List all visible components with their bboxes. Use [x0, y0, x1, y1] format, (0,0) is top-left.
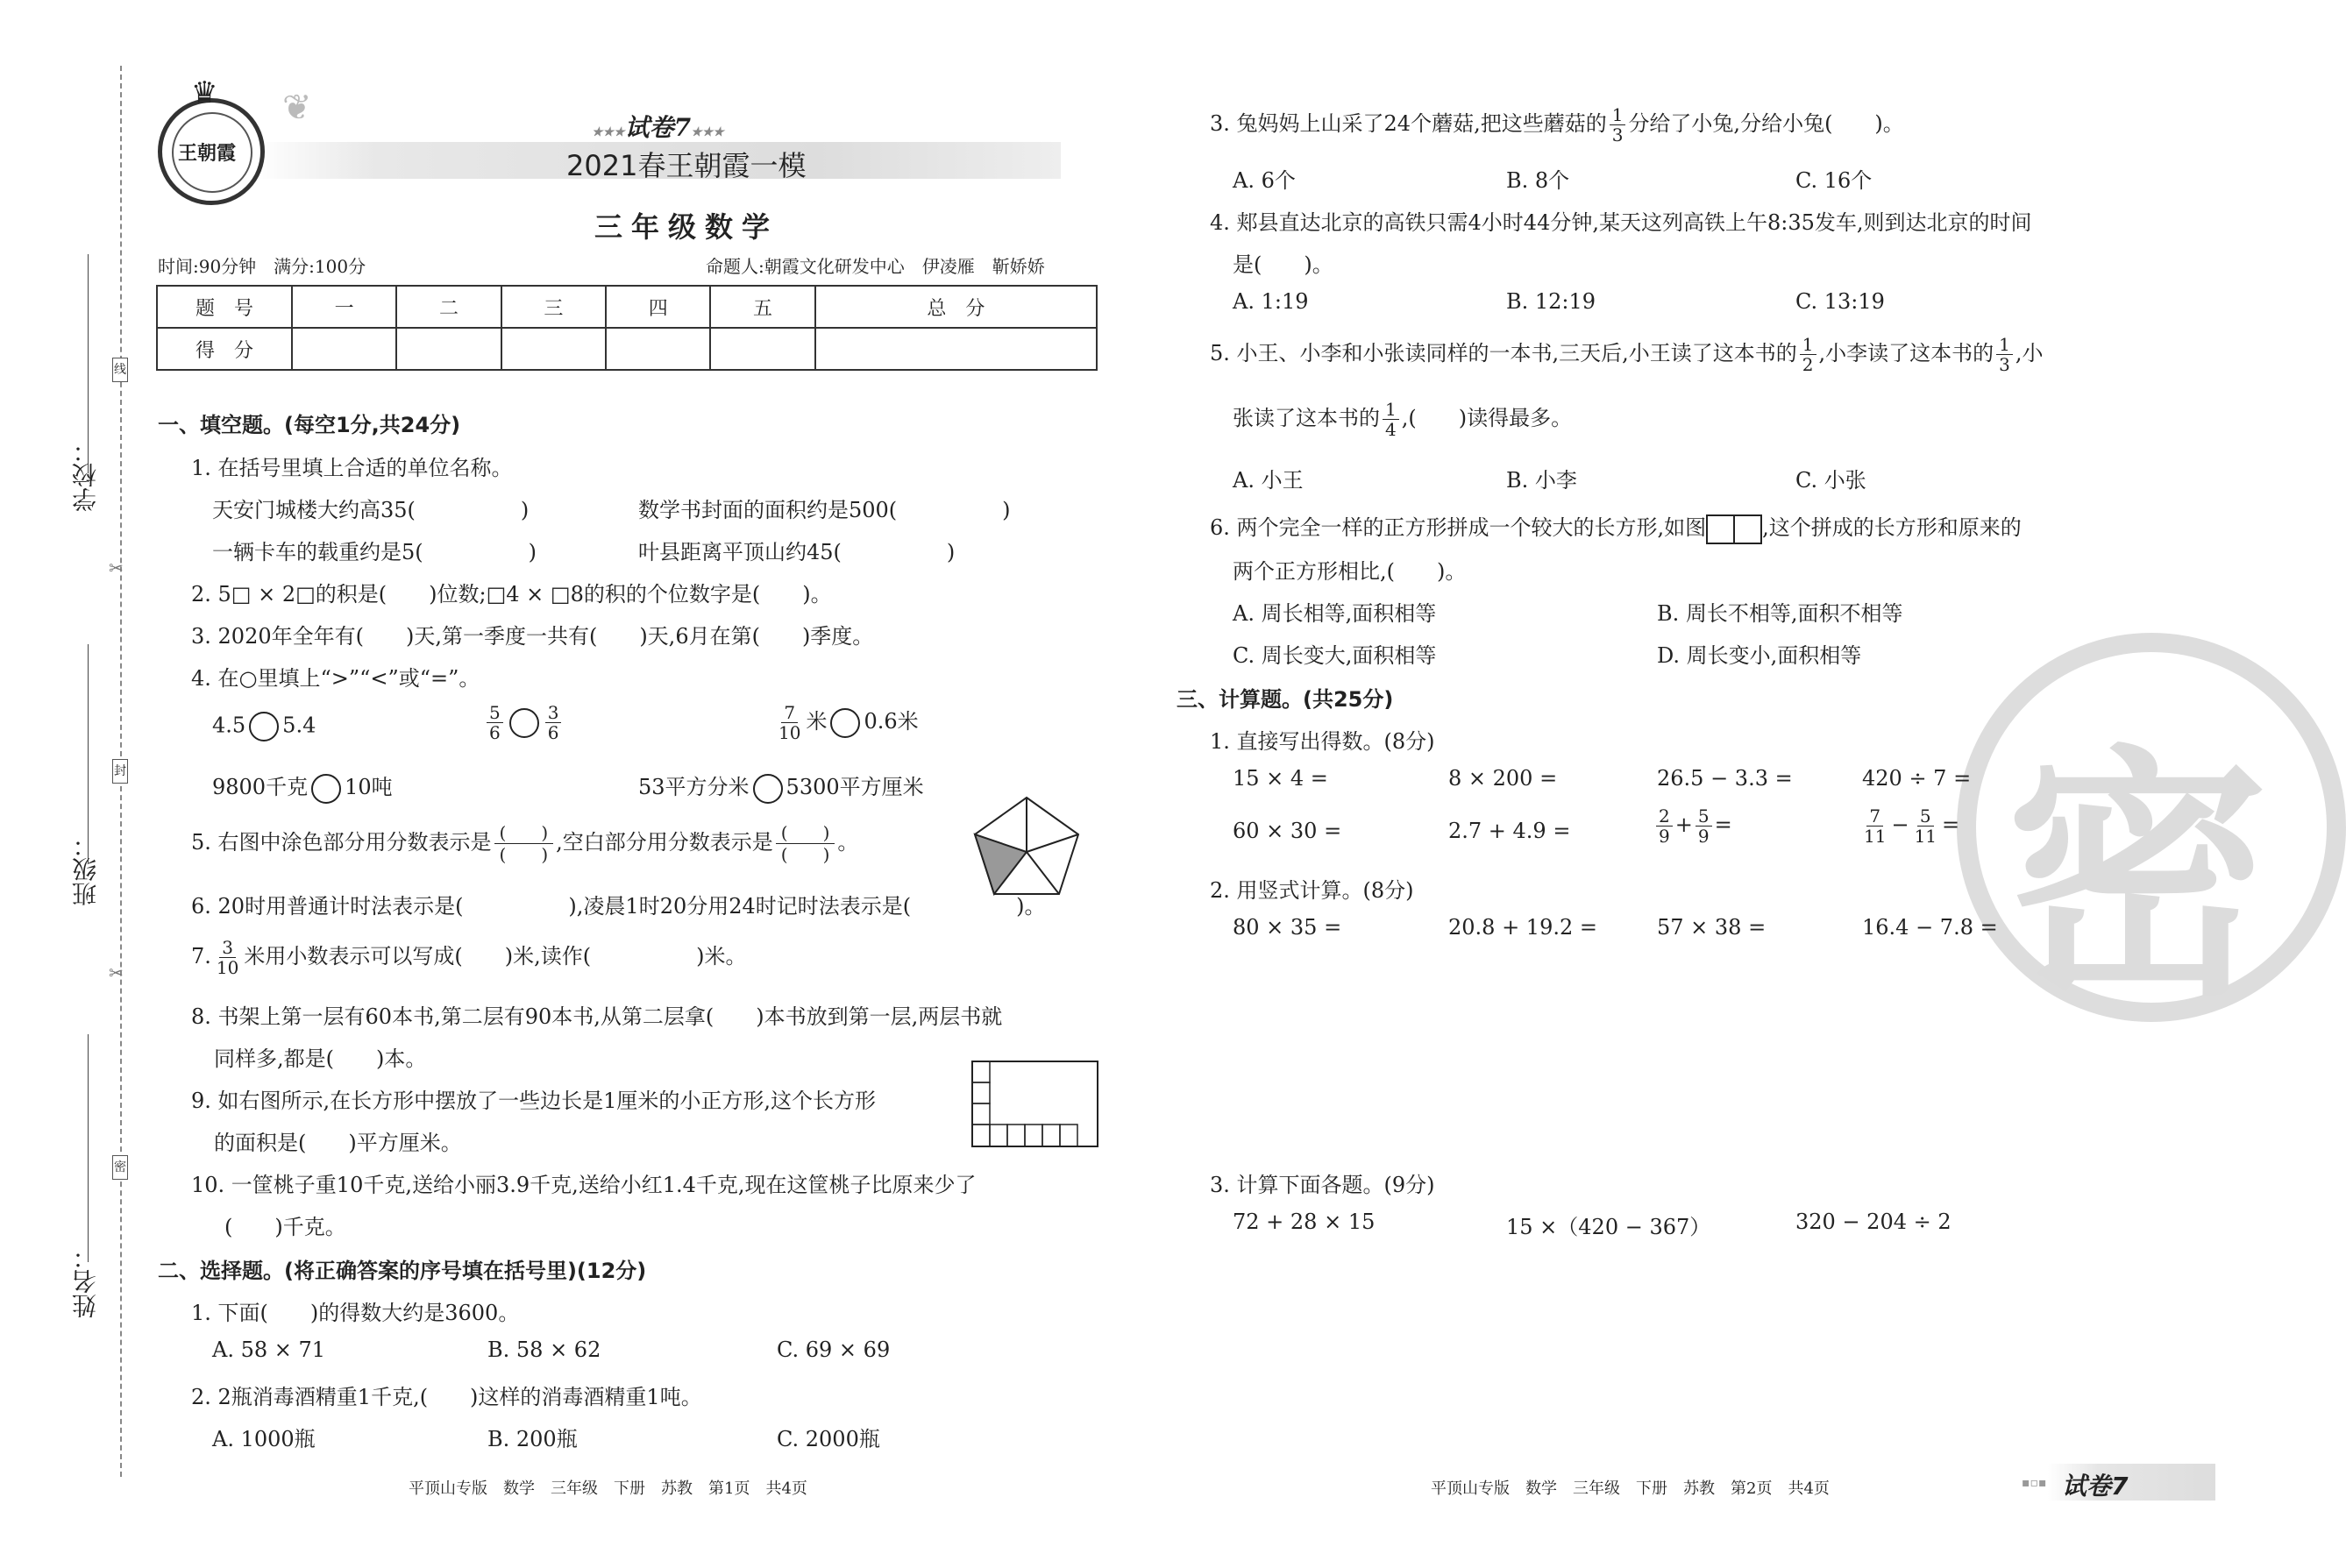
- denominator: 2: [1802, 354, 1814, 375]
- s2-q5-opt-a[interactable]: A. 小王: [1233, 468, 1304, 493]
- q6-post: ,这个拼成的长方形和原来的: [1762, 515, 2022, 540]
- score-table: [156, 285, 1098, 371]
- time-info: 时间:90分钟 满分:100分: [158, 256, 366, 277]
- s2-q3-opt-a[interactable]: A. 6个: [1233, 168, 1296, 193]
- calc-item: 15 ×（420 − 367）: [1506, 1215, 1711, 1239]
- s1-q4a: [212, 712, 316, 741]
- s3-q2: 2. 用竖式计算。(8分): [1210, 878, 1414, 903]
- s2-q6b: 两个正方形相比,( )。: [1233, 559, 1467, 584]
- s1-q10a: 10. 一筐桃子重10千克,送给小丽3.9千克,送给小红1.4千克,现在这筐桃子比原来少了: [191, 1173, 977, 1197]
- calc-item: 80 × 35 =: [1233, 915, 1342, 940]
- fraction: [1610, 105, 1626, 145]
- numerator: 3: [219, 938, 236, 958]
- s2-q1-opt-c[interactable]: C. 69 × 69: [777, 1337, 891, 1362]
- q4a-left: 4.5: [212, 713, 246, 738]
- score-cell: 五: [710, 286, 814, 328]
- s1-q9b: 的面积是( )平方厘米。: [214, 1131, 462, 1155]
- s2-q3-opt-b[interactable]: B. 8个: [1506, 168, 1570, 193]
- paper-tag-text: 试卷7: [624, 113, 692, 142]
- denominator: 6: [489, 722, 501, 743]
- fraction: [1656, 806, 1673, 846]
- calc-item: 72 + 28 × 15: [1233, 1210, 1376, 1234]
- q6-pre: 6. 两个完全一样的正方形拼成一个较大的长方形,如图: [1210, 515, 1707, 540]
- s1-q4e: [638, 770, 924, 804]
- numerator: 5: [1917, 806, 1934, 827]
- score-input-cell[interactable]: [815, 328, 1097, 370]
- operator: +: [1674, 812, 1693, 837]
- two-squares-figure: [1706, 514, 1762, 544]
- ribbon-icon: ❦: [282, 88, 312, 128]
- s1-q1b: 数学书封面的面积约是500( ): [638, 498, 1011, 522]
- seal-mark-line: 线: [112, 358, 128, 382]
- numerator: 3: [545, 703, 562, 723]
- numerator: 5: [487, 703, 503, 723]
- q7-post: 米用小数表示可以写成( )米,读作( )米。: [244, 944, 747, 968]
- numerator: 2: [1656, 806, 1673, 827]
- s2-q2-opt-a[interactable]: A. 1000瓶: [212, 1427, 316, 1451]
- star-icon: ★★★: [691, 125, 724, 139]
- numerator: 1: [1610, 105, 1626, 125]
- name-label: 姓名：: [71, 1245, 100, 1318]
- checker-icon: ▪▫▪: [2022, 1476, 2047, 1490]
- paper-tag: [592, 109, 724, 144]
- denominator: 11: [1914, 826, 1937, 847]
- s2-q2: 2. 2瓶消毒酒精重1千克,( )这样的消毒酒精重1吨。: [191, 1385, 702, 1409]
- s2-q1-opt-a[interactable]: A. 58 × 71: [212, 1337, 326, 1362]
- q5-text-d: 张读了这本书的: [1233, 406, 1380, 430]
- fraction: [1696, 806, 1712, 846]
- compare-circle[interactable]: [311, 774, 341, 804]
- numerator: 1: [1996, 335, 2013, 355]
- s1-q1d: 叶县距离平顶山约45( ): [638, 540, 956, 564]
- logo-text: 王朝霞: [178, 142, 237, 165]
- s2-q5-opt-b[interactable]: B. 小李: [1506, 468, 1577, 493]
- score-cell: 得 分: [157, 328, 292, 370]
- numerator: 7: [1866, 806, 1883, 827]
- q4d-left: 9800千克: [212, 775, 309, 799]
- numerator: 1: [1383, 400, 1399, 420]
- q4e-right: 5300平方厘米: [786, 775, 924, 799]
- q5-text-e: ,( )读得最多。: [1401, 406, 1573, 430]
- s1-q10b: ( )千克。: [224, 1215, 346, 1239]
- scissors-icon: ✂: [109, 557, 124, 578]
- blank-fraction[interactable]: ( ) ( ): [494, 822, 554, 865]
- sidebar-line-name: [88, 1034, 89, 1262]
- authors: 命题人:朝霞文化研发中心 伊凌雁 靳娇娇: [706, 256, 1045, 277]
- numerator: 1: [1800, 335, 1816, 355]
- equals-sign: =: [1942, 812, 1960, 837]
- s2-q5a: [1210, 335, 2044, 374]
- q5-text-c: 。: [837, 830, 859, 855]
- class-label: 班级：: [71, 833, 100, 906]
- q4c-right: 0.6米: [864, 709, 919, 734]
- s2-q4a: 4. 郏县直达北京的高铁只需4小时44分钟,某天这列高铁上午8:35发车,则到达北京的时间: [1210, 210, 2032, 235]
- fraction: [1383, 400, 1399, 439]
- s3-q3: 3. 计算下面各题。(9分): [1210, 1173, 1435, 1197]
- s1-q6: 6. 20时用普通计时法表示是( ),凌晨1时20分用24时记时法表示是( )。: [191, 894, 1046, 919]
- q7-pre: 7.: [191, 944, 211, 968]
- denominator: 6: [547, 722, 559, 743]
- fraction: [214, 938, 241, 977]
- s2-q6-opt-b[interactable]: B. 周长不相等,面积不相等: [1657, 601, 1903, 626]
- footer-tag: 试卷7: [2062, 1472, 2129, 1501]
- school-label: 学校：: [71, 438, 100, 512]
- footer-left: 平顶山专版 数学 三年级 下册 苏教 第1页 共4页: [409, 1479, 807, 1498]
- s2-q4-opt-a[interactable]: A. 1:19: [1233, 289, 1309, 314]
- compare-circle[interactable]: [830, 708, 860, 738]
- score-cell: 总 分: [815, 286, 1097, 328]
- s1-q3: 3. 2020年全年有( )天,第一季度一共有( )天,6月在第( )季度。: [191, 624, 874, 649]
- denominator: 9: [1659, 826, 1670, 847]
- q4a-right: 5.4: [282, 713, 316, 738]
- denominator: 10: [216, 957, 239, 978]
- fraction: [1861, 806, 1888, 846]
- rectangle-grid-figure: [971, 1061, 1099, 1148]
- section1-title: 一、填空题。(每空1分,共24分): [158, 413, 461, 437]
- s1-q8a: 8. 书架上第一层有60本书,第二层有90本书,从第二层拿( )本书放到第一层,两层书就: [191, 1004, 1003, 1029]
- s2-q1: 1. 下面( )的得数大约是3600。: [191, 1301, 520, 1325]
- scissors-icon: ✂: [109, 962, 124, 983]
- fraction: [487, 703, 503, 742]
- section3-title: 三、计算题。(共25分): [1177, 687, 1394, 712]
- watermark-text: 密: [2006, 725, 2269, 1031]
- calc-item: 15 × 4 =: [1233, 766, 1328, 791]
- s2-q2-opt-c[interactable]: C. 2000瓶: [777, 1427, 880, 1451]
- score-input-cell[interactable]: [396, 328, 501, 370]
- unit: 米: [806, 709, 828, 734]
- numerator: 7: [781, 703, 798, 723]
- q5-text-a: 5. 小王、小李和小张读同样的一本书,三天后,小王读了这本书的: [1210, 341, 1797, 365]
- calc-item: 320 − 204 ÷ 2: [1795, 1210, 1951, 1234]
- fraction: [1996, 335, 2013, 374]
- score-cell: 题 号: [157, 286, 292, 328]
- denominator: 10: [778, 722, 801, 743]
- q3-pre: 3. 兔妈妈上山采了24个蘑菇,把这些蘑菇的: [1210, 111, 1607, 136]
- score-cell: 二: [396, 286, 501, 328]
- s2-q6a: [1210, 510, 2022, 544]
- s1-q4: 4. 在○里填上“>”“<”或“=”。: [191, 666, 480, 691]
- s2-q2-opt-b[interactable]: B. 200瓶: [487, 1427, 578, 1451]
- calc-item: 2.7 + 4.9 =: [1448, 819, 1571, 843]
- exam-title: 2021春王朝霞一模: [566, 149, 807, 182]
- s1-q1: 1. 在括号里填上合适的单位名称。: [191, 456, 513, 480]
- score-input-cell[interactable]: [710, 328, 814, 370]
- numerator: 5: [1696, 806, 1712, 827]
- s1-q9a: 9. 如右图所示,在长方形中摆放了一些边长是1厘米的小正方形,这个长方形: [191, 1089, 877, 1113]
- s1-q8b: 同样多,都是( )本。: [214, 1047, 427, 1071]
- s2-q4-opt-c[interactable]: C. 13:19: [1795, 289, 1885, 314]
- q5-text-b: ,小李读了这本书的: [1818, 341, 1994, 365]
- footer-right: 平顶山专版 数学 三年级 下册 苏教 第2页 共4页: [1431, 1479, 1830, 1498]
- equals-sign: =: [1714, 812, 1732, 837]
- s1-q7: [191, 938, 746, 977]
- operator: −: [1891, 812, 1909, 837]
- sidebar-line-class: [88, 644, 89, 863]
- s3-q1: 1. 直接写出得数。(8分): [1210, 729, 1435, 754]
- s1-q5: [191, 822, 858, 865]
- calc-item: 420 ÷ 7 =: [1862, 766, 1972, 791]
- compare-circle[interactable]: [753, 774, 783, 804]
- calc-workspace[interactable]: [1210, 1245, 2087, 1455]
- s1-q1a: 天安门城楼大约高35( ): [212, 498, 530, 522]
- s2-q3: [1210, 105, 1904, 145]
- denominator: 3: [1999, 354, 2010, 375]
- score-cell: 三: [501, 286, 606, 328]
- score-cell: 四: [606, 286, 710, 328]
- score-input-cell[interactable]: [292, 328, 396, 370]
- s1-q1c: 一辆卡车的载重约是5( ): [212, 540, 537, 564]
- blank-fraction[interactable]: ( ) ( ): [776, 822, 835, 865]
- fraction: [545, 703, 562, 742]
- s1-q2: 2. 5□ × 2□的积是( )位数;□4 × □8的积的个位数字是( )。: [191, 582, 832, 607]
- pentagon-figure: [971, 794, 1082, 898]
- calc-item: 60 × 30 =: [1233, 819, 1342, 843]
- q5-text-b: ,空白部分用分数表示是: [556, 830, 773, 855]
- vertical-calc-workspace[interactable]: [1210, 955, 2087, 1157]
- s2-q6-opt-d[interactable]: D. 周长变小,面积相等: [1657, 643, 1862, 668]
- score-input-cell[interactable]: [501, 328, 606, 370]
- calc-fraction-item: [1653, 806, 1732, 846]
- calc-item: 57 × 38 =: [1657, 915, 1767, 940]
- calc-item: 26.5 − 3.3 =: [1657, 766, 1793, 791]
- s2-q4b: 是( )。: [1233, 252, 1333, 277]
- crown-icon: ♛: [191, 75, 218, 110]
- section2-title: 二、选择题。(将正确答案的序号填在括号里)(12分): [158, 1259, 647, 1283]
- star-icon: ★★★: [592, 125, 625, 139]
- s2-q6-opt-a[interactable]: A. 周长相等,面积相等: [1233, 601, 1437, 626]
- s2-q4-opt-b[interactable]: B. 12:19: [1506, 289, 1596, 314]
- s1-q4d: [212, 770, 393, 804]
- fraction: [776, 703, 803, 742]
- compare-circle[interactable]: [509, 708, 539, 738]
- fraction: [1912, 806, 1939, 846]
- denominator: 9: [1697, 826, 1710, 847]
- calc-item: 20.8 + 19.2 =: [1448, 915, 1597, 940]
- s2-q3-opt-c[interactable]: C. 16个: [1795, 168, 1873, 193]
- denominator: 3: [1611, 124, 1624, 145]
- s2-q6-opt-c[interactable]: C. 周长变大,面积相等: [1233, 643, 1437, 668]
- compare-circle[interactable]: [249, 712, 279, 741]
- fraction: [1800, 335, 1816, 374]
- q5-text-a: 5. 右图中涂色部分用分数表示是: [191, 830, 492, 855]
- score-input-cell[interactable]: [606, 328, 710, 370]
- q5-text-c: ,小: [2015, 341, 2044, 365]
- denominator: 4: [1385, 419, 1397, 440]
- q3-post: 分给了小兔,分给小兔( )。: [1628, 111, 1904, 136]
- subject-title: 三年级数学: [594, 210, 779, 244]
- score-cell: 一: [292, 286, 396, 328]
- calc-item: 8 × 200 =: [1448, 766, 1558, 791]
- s1-q4b: [484, 703, 564, 742]
- seal-mark-secret: 密: [112, 1155, 128, 1180]
- s1-q4c: [773, 703, 919, 742]
- denominator: 11: [1864, 826, 1887, 847]
- s2-q5-opt-c[interactable]: C. 小张: [1795, 468, 1866, 493]
- s2-q5b: [1233, 400, 1572, 439]
- calc-item: 16.4 − 7.8 =: [1862, 915, 1998, 940]
- seal-mark-seal: 封: [112, 759, 128, 784]
- score-table-header-row: [157, 286, 1097, 328]
- calc-fraction-item: [1859, 806, 1959, 846]
- q4e-left: 53平方分米: [638, 775, 750, 799]
- s2-q1-opt-b[interactable]: B. 58 × 62: [487, 1337, 601, 1362]
- score-table-score-row: [157, 328, 1097, 370]
- q4d-right: 10吨: [345, 775, 393, 799]
